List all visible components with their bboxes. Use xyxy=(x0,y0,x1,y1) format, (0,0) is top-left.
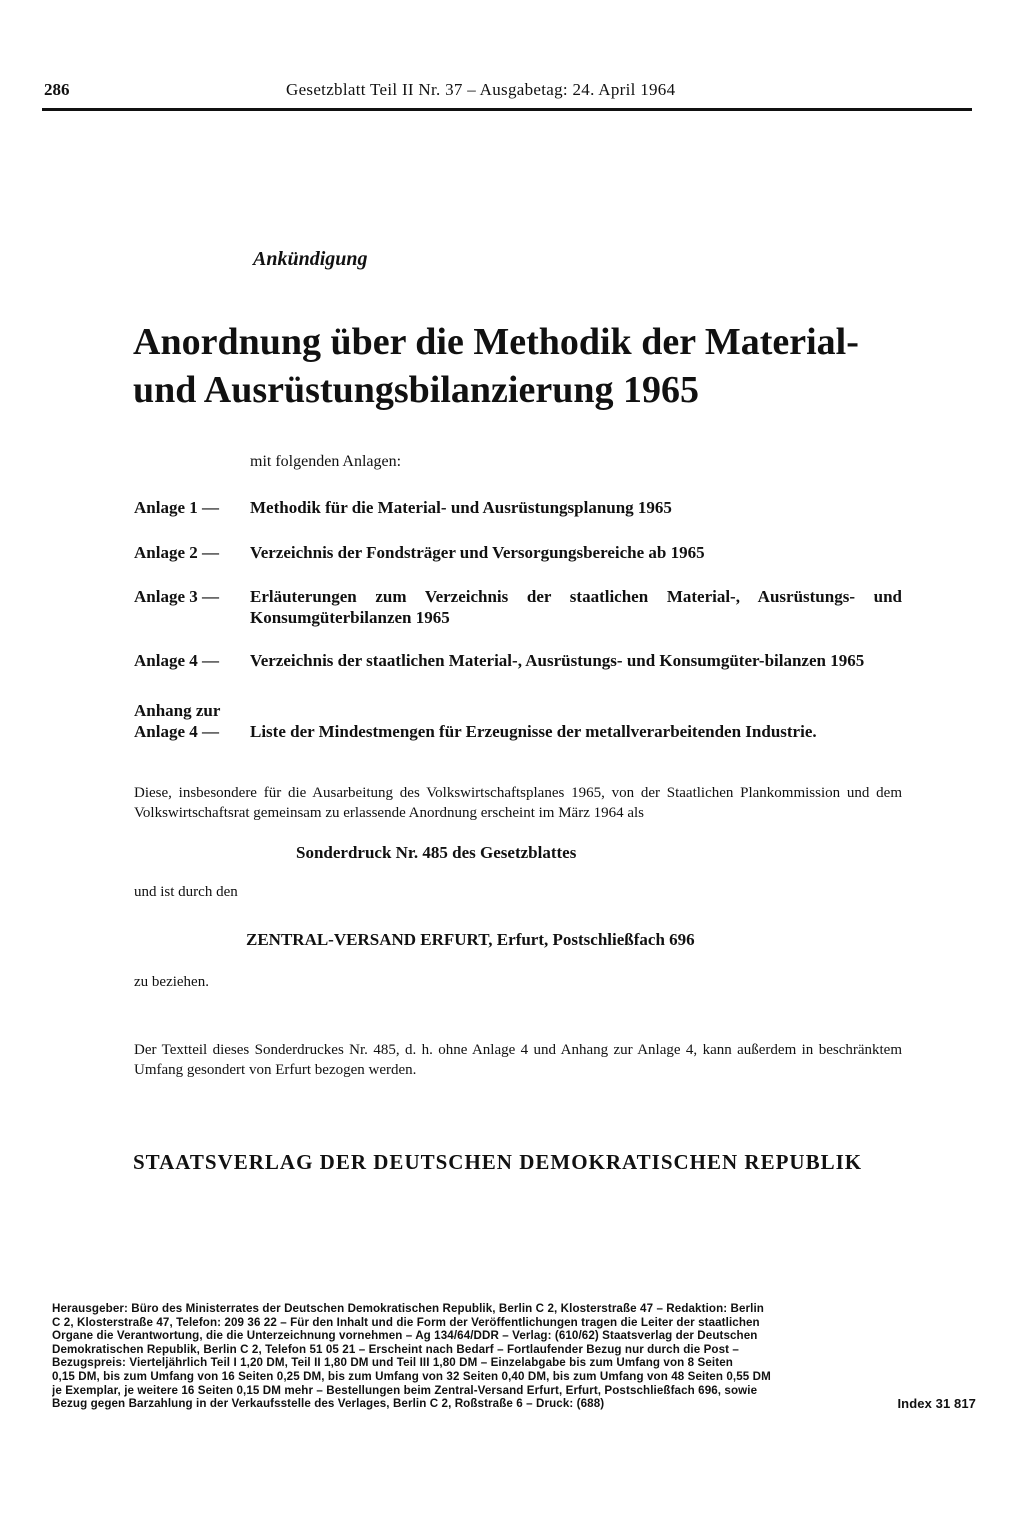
annex-intro: mit folgenden Anlagen: xyxy=(250,453,402,470)
title-line-1: Anordnung über die Methodik der Material- xyxy=(133,321,859,363)
special-print-title: Sonderdruck Nr. 485 des Gesetzblattes xyxy=(296,843,577,862)
title-line-2: und Ausrüstungsbilanzierung 1965 xyxy=(133,369,699,411)
imprint-line: C 2, Klosterstraße 47, Telefon: 209 36 22 – Für den Inhalt und die Form der Veröffentlichungen tragen die Leiter der staatlichen xyxy=(52,1315,760,1329)
appendix-prefix: Anhang zur xyxy=(134,701,221,720)
annex-text: Verzeichnis der Fondsträger und Versorgungsbereiche ab 1965 xyxy=(250,543,705,562)
imprint-line: 0,15 DM, bis zum Umfang von 16 Seiten 0,25 DM, bis zum Umfang von 32 Seiten 0,40 DM, bis zum Umfang von 48 Seiten 0,55 DM xyxy=(52,1369,771,1383)
announcement-kicker: Ankündigung xyxy=(253,248,368,270)
page-number: 286 xyxy=(44,80,70,99)
annex-text: Erläuterungen zum Verzeichnis der staatlichen Material-, Ausrüstungs- und Konsumgüterbilanzen 1965 xyxy=(250,587,902,627)
body-paragraph-1: Diese, insbesondere für die Ausarbeitung des Volkswirtschaftsplanes 1965, von der Staatlichen Plankommission und dem Volkswirtschaftsrat gemeinsam zu erlassende Anordnung erscheint im März 1964 als xyxy=(134,785,902,821)
body-paragraph-2: Der Textteil dieses Sonderdruckes Nr. 485, d. h. ohne Anlage 4 und Anhang zur Anlage 4, kann außerdem in beschränktem Umfang gesondert von Erfurt bezogen werden. xyxy=(134,1042,902,1078)
imprint-line: Bezug gegen Barzahlung in der Verkaufsstelle des Verlages, Berlin C 2, Roßstraße 6 – Druck: (688) xyxy=(52,1397,605,1411)
annex-label: Anlage 2 — xyxy=(134,543,219,562)
imprint-line: Herausgeber: Büro des Ministerrates der Deutschen Demokratischen Republik, Berlin C 2, Klosterstraße 47 – Redaktion: Berlin xyxy=(52,1302,764,1315)
imprint-block xyxy=(52,1302,976,1411)
annex-label: Anlage 1 — xyxy=(134,498,219,517)
distributor-address: ZENTRAL-VERSAND ERFURT, Erfurt, Postschließfach 696 xyxy=(246,930,695,949)
annex-label: Anlage 4 — xyxy=(134,722,219,741)
annex-text: Verzeichnis der staatlichen Material-, Ausrüstungs- und Konsumgüter-bilanzen 1965 xyxy=(250,651,865,670)
imprint-line: Bezugspreis: Vierteljährlich Teil I 1,20 DM, Teil II 1,80 DM und Teil III 1,80 DM – Einzelabgabe bis zum Umfang von 8 Seiten xyxy=(52,1356,733,1370)
index-number: Index 31 817 xyxy=(897,1397,976,1411)
available-via-text: und ist durch den xyxy=(134,884,238,900)
annex-label: Anlage 4 — xyxy=(134,651,219,670)
running-head: Gesetzblatt Teil II Nr. 37 – Ausgabetag: 24. April 1964 xyxy=(286,80,676,99)
imprint-line: Organe die Verantwortung, die die Unterzeichnung vornehmen – Ag 134/64/DDR – Verlag: (610/62) Staatsverlag der Deutschen xyxy=(52,1329,758,1343)
imprint-line: Demokratischen Republik, Berlin C 2, Telefon 51 05 21 – Erscheint nach Bedarf – Fortlaufender Bezug nur durch die Post – xyxy=(52,1342,739,1356)
annex-text: Liste der Mindestmengen für Erzeugnisse der metallverarbeitenden Industrie. xyxy=(250,722,817,741)
to-obtain-text: zu beziehen. xyxy=(134,974,209,990)
header-rule xyxy=(42,108,972,111)
imprint-line-last xyxy=(52,1397,976,1411)
publisher-name: STAATSVERLAG DER DEUTSCHEN DEMOKRATISCHEN REPUBLIK xyxy=(133,1150,863,1174)
document-title xyxy=(133,318,893,414)
annex-label: Anlage 3 — xyxy=(134,587,219,606)
annex-text: Methodik für die Material- und Ausrüstungsplanung 1965 xyxy=(250,498,672,517)
imprint-line: je Exemplar, je weitere 16 Seiten 0,15 DM mehr – Bestellungen beim Zentral-Versand Erfurt, Erfurt, Postschließfach 696, sowie xyxy=(52,1383,758,1397)
